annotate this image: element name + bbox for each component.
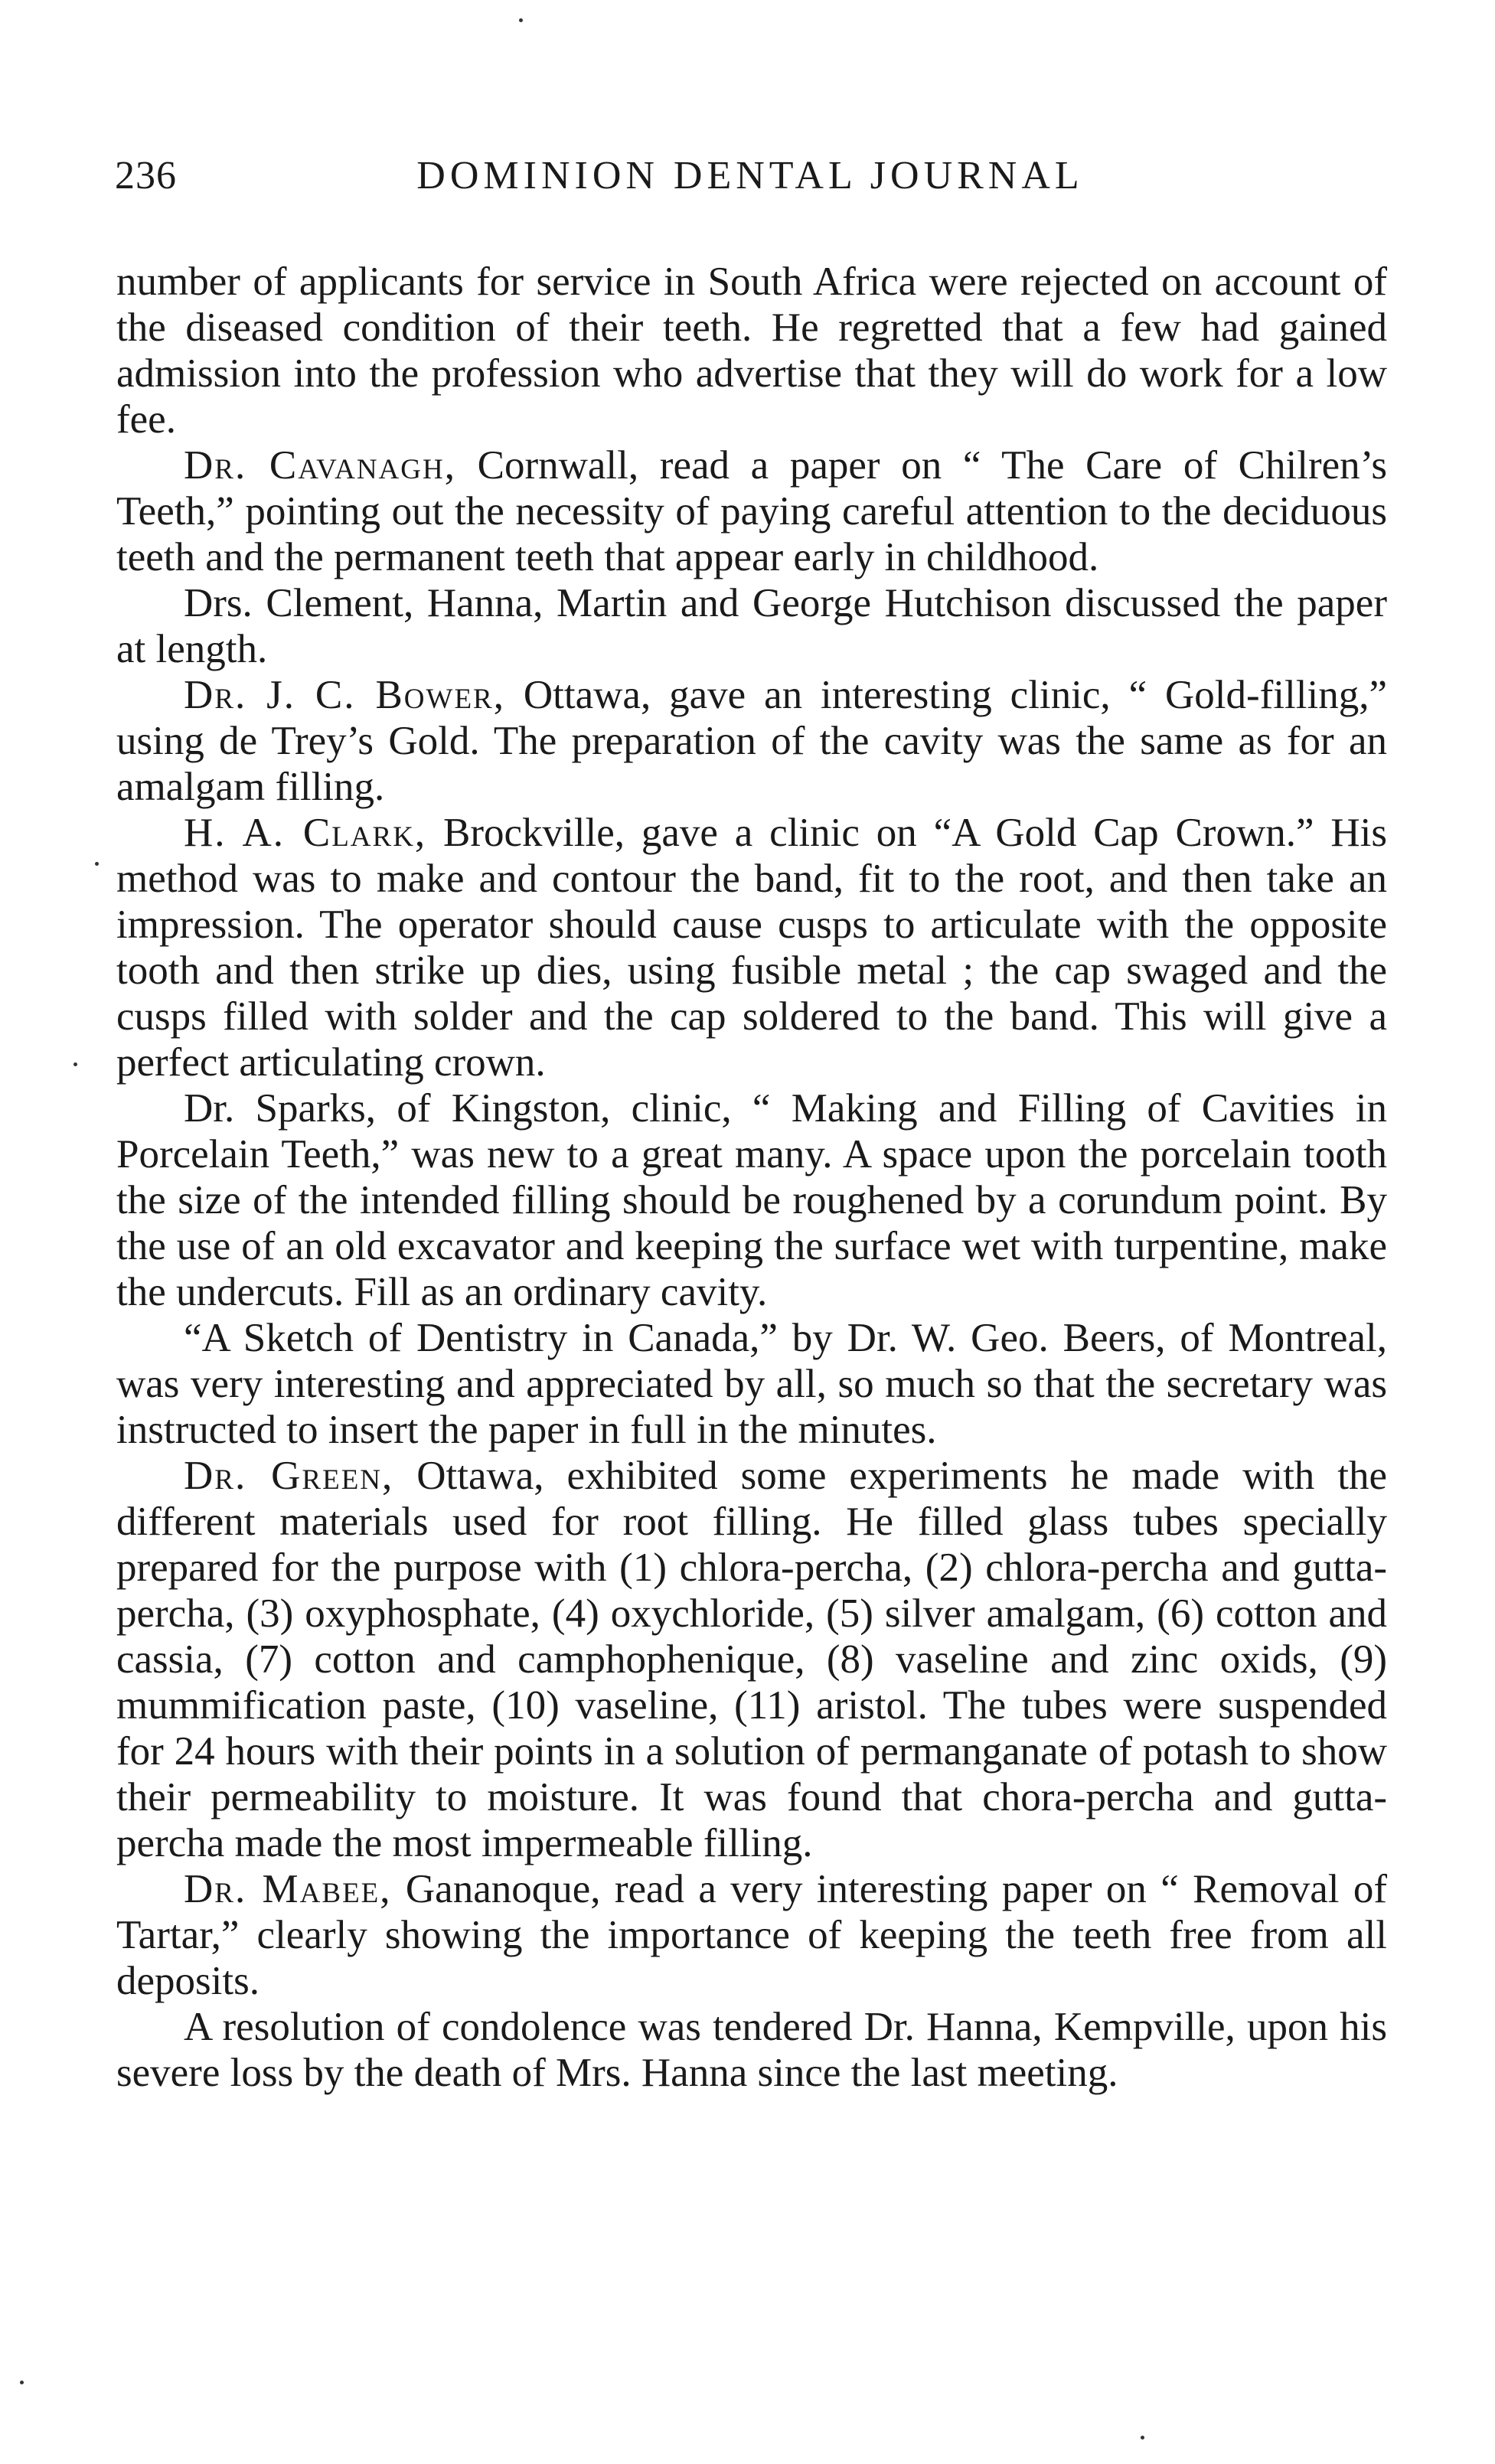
paragraph-2-text: Cornwall, read a paper on “ The Care of Chilren’s Teeth,” pointing out the necessity of paying careful attention to the deciduous teeth and the permanent teeth that appear early in childhood. [116, 443, 1387, 579]
paragraph-9 [116, 1866, 1387, 2004]
scan-speck [20, 2381, 24, 2384]
paragraph-3-text: Drs. Clement, Hanna, Martin and George Hutchison discussed the paper at length. [116, 581, 1387, 671]
paragraph-1 [116, 259, 1387, 442]
paragraph-4 [116, 672, 1387, 810]
paragraph-5 [116, 810, 1387, 1085]
paragraph-7 [116, 1315, 1387, 1453]
paragraph-4-text: Ottawa, gave an interesting clinic, “ Gold-filling,” using de Trey’s Gold. The preparation of the cavity was the same as for an amalgam filling. [116, 673, 1387, 809]
paragraph-10-text: A resolution of condolence was tendered Dr. Hanna, Kempville, upon his severe loss by the death of Mrs. Hanna since the last meeting. [116, 2005, 1387, 2095]
scan-speck [1141, 2436, 1144, 2440]
paragraph-8-text: Ottawa, exhibited some experiments he made with the different materials used for root filling. He filled glass tubes specially prepared for the purpose with (1) chlora-percha, (2) chlora-percha and gutta-percha, (3) oxyphosphate, (4) oxychloride, (5) silver amalgam, (6) cotton and cassia, (7) cotton and camphophenique, (8) vaseline and zinc oxids, (9) mummification paste, (10) vaseline, (11) aristol. The tubes were suspended for 24 hours with their points in a solution of permanganate of potash to show their permeability to moisture. It was found that chora-percha and gutta-percha made the most impermeable filling. [116, 1454, 1387, 1865]
scan-speck [73, 1062, 77, 1066]
paragraph-9-lead: Dr. Mabee, [184, 1867, 392, 1911]
paragraph-7-text: “A Sketch of Dentistry in Canada,” by Dr. W. Geo. Beers, of Montreal, was very interesting and appreciated by all, so much so that the secretary was instructed to insert the paper in full in the minutes. [116, 1316, 1387, 1452]
paragraph-2-lead: Dr. Cavanagh, [184, 443, 456, 488]
paragraph-2 [116, 442, 1387, 580]
page-number: 236 [115, 154, 177, 197]
paragraph-5-text: Brockville, gave a clinic on “A Gold Cap Crown.” His method was to make and contour the band, fit to the root, and then take an impression. The operator should cause cusps to articulate with the opposite tooth and then strike up dies, using fusible metal ; the cap swaged and the cusps filled with solder and the cap soldered to the band. This will give a perfect articulating crown. [116, 811, 1387, 1085]
article-body [116, 259, 1387, 2096]
paragraph-3 [116, 580, 1387, 672]
scan-speck [95, 862, 99, 866]
running-header [115, 153, 1386, 214]
paragraph-1-text: number of applicants for service in South Africa were rejected on account of the diseased condition of their teeth. He regretted that a few had gained admission into the profession who advertise that they will do work for a low fee. [116, 259, 1387, 442]
journal-title: DOMINION DENTAL JOURNAL [416, 154, 1084, 197]
paragraph-6-text: Dr. Sparks, of Kingston, clinic, “ Making and Filling of Cavities in Porcelain Teeth,” was new to a great many. A space upon the porcelain tooth the size of the intended filling should be roughened by a corundum point. By the use of an old excavator and keeping the surface wet with turpentine, make the undercuts. Fill as an ordinary cavity. [116, 1086, 1387, 1314]
paragraph-10 [116, 2004, 1387, 2096]
paragraph-9-text: Gananoque, read a very interesting paper on “ Removal of Tartar,” clearly showing the importance of keeping the teeth free from all deposits. [116, 1867, 1388, 2003]
paragraph-6 [116, 1085, 1387, 1315]
paragraph-5-lead: H. A. Clark, [184, 811, 427, 855]
paragraph-8-lead: Dr. Green, [184, 1454, 394, 1498]
scan-speck [519, 18, 523, 22]
paragraph-8 [116, 1453, 1387, 1866]
paragraph-4-lead: Dr. J. C. Bower, [184, 673, 505, 717]
